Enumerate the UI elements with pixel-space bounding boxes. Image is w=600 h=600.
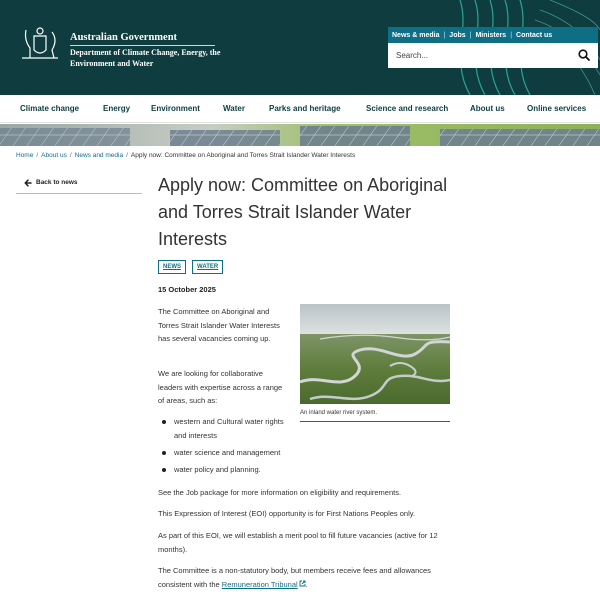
nav-item-parks-and-heritage[interactable]: Parks and heritage bbox=[269, 104, 341, 113]
paragraph-merit-pool: As part of this EOI, we will establish a merit pool to fill future vacancies (active for 12 months). bbox=[158, 531, 438, 554]
breadcrumb-separator: / bbox=[126, 152, 128, 159]
nav-item-about-us[interactable]: About us bbox=[470, 104, 505, 113]
utility-link-ministers[interactable]: Ministers bbox=[475, 31, 507, 39]
river-image bbox=[300, 304, 450, 404]
paragraph-eoi: This Expression of Interest (EOI) opportunity is for First Nations Peoples only. bbox=[158, 509, 416, 518]
nav-item-environment[interactable]: Environment bbox=[151, 104, 200, 113]
tag-list bbox=[158, 260, 223, 274]
list-item: water policy and planning. bbox=[158, 463, 298, 477]
nav-item-science-and-research[interactable]: Science and research bbox=[366, 104, 449, 113]
breadcrumb-separator: / bbox=[69, 152, 72, 159]
article-figure bbox=[300, 304, 450, 422]
breadcrumb-current: Apply now: Committee on Aboriginal and Torres Strait Islander Water Interests bbox=[130, 152, 356, 159]
paragraph-looking-for: We are looking for collaborative leaders with expertise across a range of areas, such as: bbox=[158, 369, 283, 405]
government-name: Australian Government bbox=[70, 32, 178, 43]
paragraph-remuneration bbox=[158, 564, 448, 591]
utility-separator: | bbox=[510, 31, 513, 39]
page-title: Apply now: Committee on Aboriginal and Torres Strait Islander Water Interests bbox=[158, 175, 448, 249]
back-to-news-link[interactable] bbox=[16, 177, 142, 194]
utility-separator: | bbox=[469, 31, 472, 39]
nav-item-energy[interactable]: Energy bbox=[103, 104, 131, 113]
site-header bbox=[0, 0, 600, 95]
figure-caption: An inland water river system. bbox=[300, 410, 378, 416]
search-input[interactable] bbox=[388, 51, 568, 60]
paragraph-job-package: See the Job package for more information on eligibility and requirements. bbox=[158, 488, 402, 497]
remuneration-text: The Committee is a non-statutory body, but members receive fees and allowances consistent with the bbox=[158, 566, 431, 589]
utility-separator: | bbox=[443, 31, 446, 39]
list-item: water science and management bbox=[158, 446, 298, 460]
nav-item-water[interactable]: Water bbox=[223, 104, 245, 113]
utility-link-news-media[interactable]: News & media bbox=[392, 31, 440, 39]
breadcrumb-news-and-media[interactable]: News and media bbox=[74, 152, 124, 159]
coat-of-arms-icon bbox=[16, 24, 64, 62]
nav-item-climate-change[interactable]: Climate change bbox=[20, 104, 80, 113]
external-link-icon bbox=[299, 580, 306, 587]
remuneration-tribunal-link[interactable]: Remuneration Tribunal bbox=[221, 579, 298, 589]
paragraph-intro: The Committee on Aboriginal and Torres Strait Islander Water Interests has several vacancies coming up. bbox=[158, 307, 280, 343]
arrow-left-icon bbox=[24, 179, 32, 187]
utility-link-contact-us[interactable]: Contact us bbox=[516, 31, 553, 39]
breadcrumb-home[interactable]: Home bbox=[16, 152, 34, 159]
breadcrumb-separator: / bbox=[36, 152, 39, 159]
utility-link-jobs[interactable]: Jobs bbox=[449, 31, 466, 39]
utility-links bbox=[388, 27, 598, 43]
breadcrumb-about-us[interactable]: About us bbox=[41, 152, 67, 159]
remuneration-end: . bbox=[305, 579, 308, 589]
tag-news[interactable]: NEWS bbox=[158, 260, 186, 274]
expertise-list bbox=[158, 415, 298, 480]
hero-banner-image bbox=[0, 124, 600, 146]
list-item: western and Cultural water rights and interests bbox=[158, 415, 298, 442]
main-nav bbox=[0, 95, 600, 123]
nav-item-online-services[interactable]: Online services bbox=[527, 104, 587, 113]
breadcrumb bbox=[16, 152, 355, 159]
publish-date: 15 October 2025 bbox=[158, 285, 216, 294]
header-divider bbox=[70, 45, 215, 46]
search-box bbox=[388, 43, 598, 68]
search-icon[interactable] bbox=[578, 49, 590, 61]
back-to-news-label: Back to news bbox=[36, 179, 78, 186]
department-name: Department of Climate Change, Energy, the Environment and Water bbox=[70, 48, 221, 68]
tag-water[interactable]: WATER bbox=[192, 260, 223, 274]
